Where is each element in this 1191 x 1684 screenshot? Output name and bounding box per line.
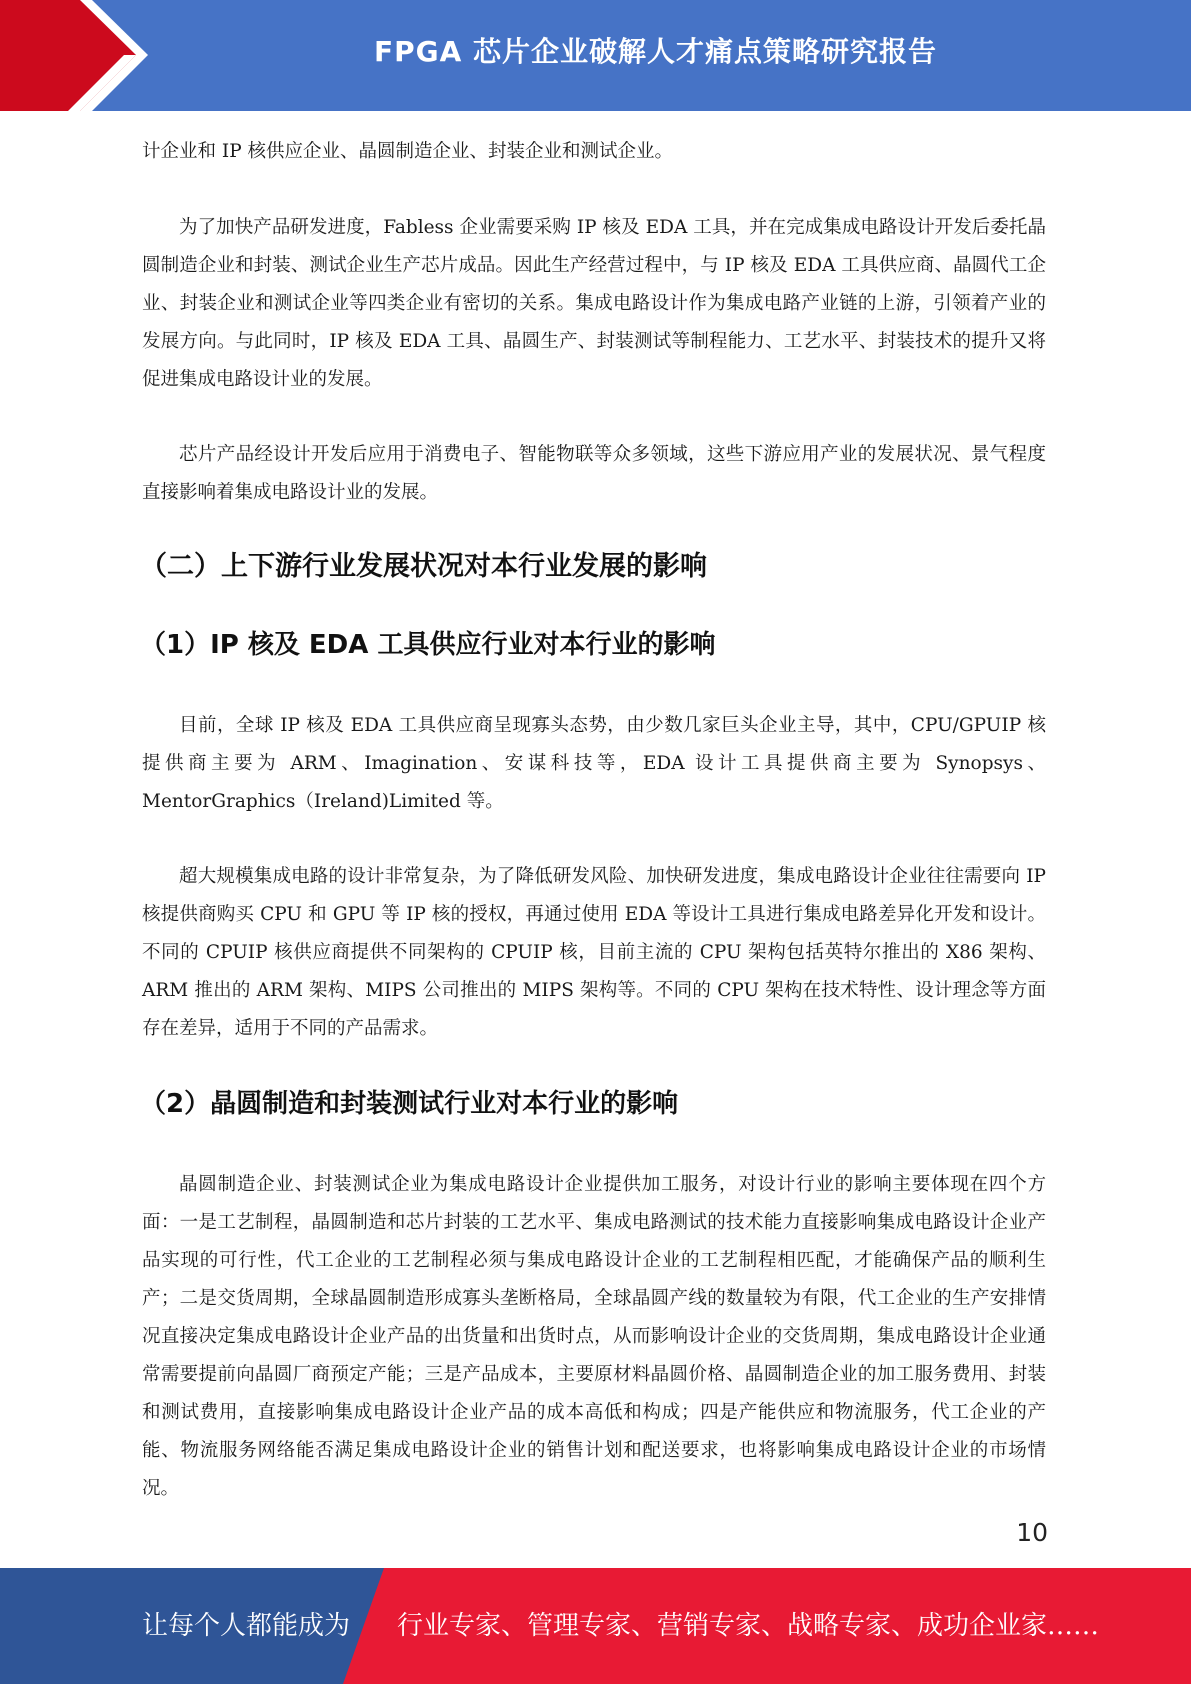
page-number: 10	[1016, 1518, 1048, 1547]
report-title: FPGA 芯片企业破解人才痛点策略研究报告	[373, 35, 938, 68]
paragraph-3: 芯片产品经设计开发后应用于消费电子、智能物联等众多领域，这些下游应用产业的发展状况、景气程度直接影响着集成电路设计业的发展。	[142, 444, 1046, 503]
page-footer	[0, 1568, 1191, 1684]
paragraph-5: 超大规模集成电路的设计非常复杂，为了降低研发风险、加快研发进度，集成电路设计企业往往需要向 IP 核提供商购买 CPU 和 GPU 等 IP 核的授权，再通过使用 EDA 等设计工具进行集成电路差异化开发和设计。不同的 CPUIP 核供应商提供不同架构的 CPUIP 核，目前主流的 CPU 架构包括英特尔推出的 X86 架构、ARM 推出的 ARM 架构、MIPS 公司推出的 MIPS 架构等。不同的 CPU 架构在技术特性、设计理念等方面存在差异，适用于不同的产品需求。	[142, 866, 1046, 1039]
paragraph-1: 计企业和 IP 核供应企业、晶圆制造企业、封装企业和测试企业。	[142, 141, 674, 162]
page-header	[0, 0, 1191, 111]
paragraph-4: 目前，全球 IP 核及 EDA 工具供应商呈现寡头态势，由少数几家巨头企业主导，其中，CPU/GPUIP 核提供商主要为 ARM、Imagination、安谋科技等，EDA 设计工具提供商主要为 Synopsys、MentorGraphics（Ireland)Limited 等。	[142, 715, 1046, 812]
subsection-heading-1: （1）IP 核及 EDA 工具供应行业对本行业的影响	[140, 630, 716, 660]
section-heading-2: （二）上下游行业发展状况对本行业发展的影响	[140, 551, 707, 582]
paragraph-2: 为了加快产品研发进度，Fabless 企业需要采购 IP 核及 EDA 工具，并在完成集成电路设计开发后委托晶圆制造企业和封装、测试企业生产芯片成品。因此生产经营过程中，与 IP 核及 EDA 工具供应商、晶圆代工企业、封装企业和测试企业等四类企业有密切的关系。集成电路设计作为集成电路产业链的上游，引领着产业的发展方向。与此同时，IP 核及 EDA 工具、晶圆生产、封装测试等制程能力、工艺水平、封装技术的提升又将促进集成电路设计业的发展。	[142, 217, 1046, 390]
subsection-heading-2: （2）晶圆制造和封装测试行业对本行业的影响	[140, 1089, 679, 1119]
footer-slogan-right: 行业专家、管理专家、营销专家、战略专家、成功企业家……	[397, 1611, 1100, 1641]
paragraph-6: 晶圆制造企业、封装测试企业为集成电路设计企业提供加工服务，对设计行业的影响主要体现在四个方面：一是工艺制程，晶圆制造和芯片封装的工艺水平、集成电路测试的技术能力直接影响集成电路设计企业产品实现的可行性，代工企业的工艺制程必须与集成电路设计企业的工艺制程相匹配，才能确保产品的顺利生产；二是交货周期，全球晶圆制造形成寡头垄断格局，全球晶圆产线的数量较为有限，代工企业的生产安排情况直接决定集成电路设计企业产品的出货量和出货时点，从而影响设计企业的交货周期，集成电路设计企业通常需要提前向晶圆厂商预定产能；三是产品成本，主要原材料晶圆价格、晶圆制造企业的加工服务费用、封装和测试费用，直接影响集成电路设计企业产品的成本高低和构成；四是产能供应和物流服务，代工企业的产能、物流服务网络能否满足集成电路设计企业的销售计划和配送要求，也将影响集成电路设计企业的市场情况。	[142, 1174, 1046, 1499]
footer-slogan-left: 让每个人都能成为	[142, 1611, 351, 1641]
